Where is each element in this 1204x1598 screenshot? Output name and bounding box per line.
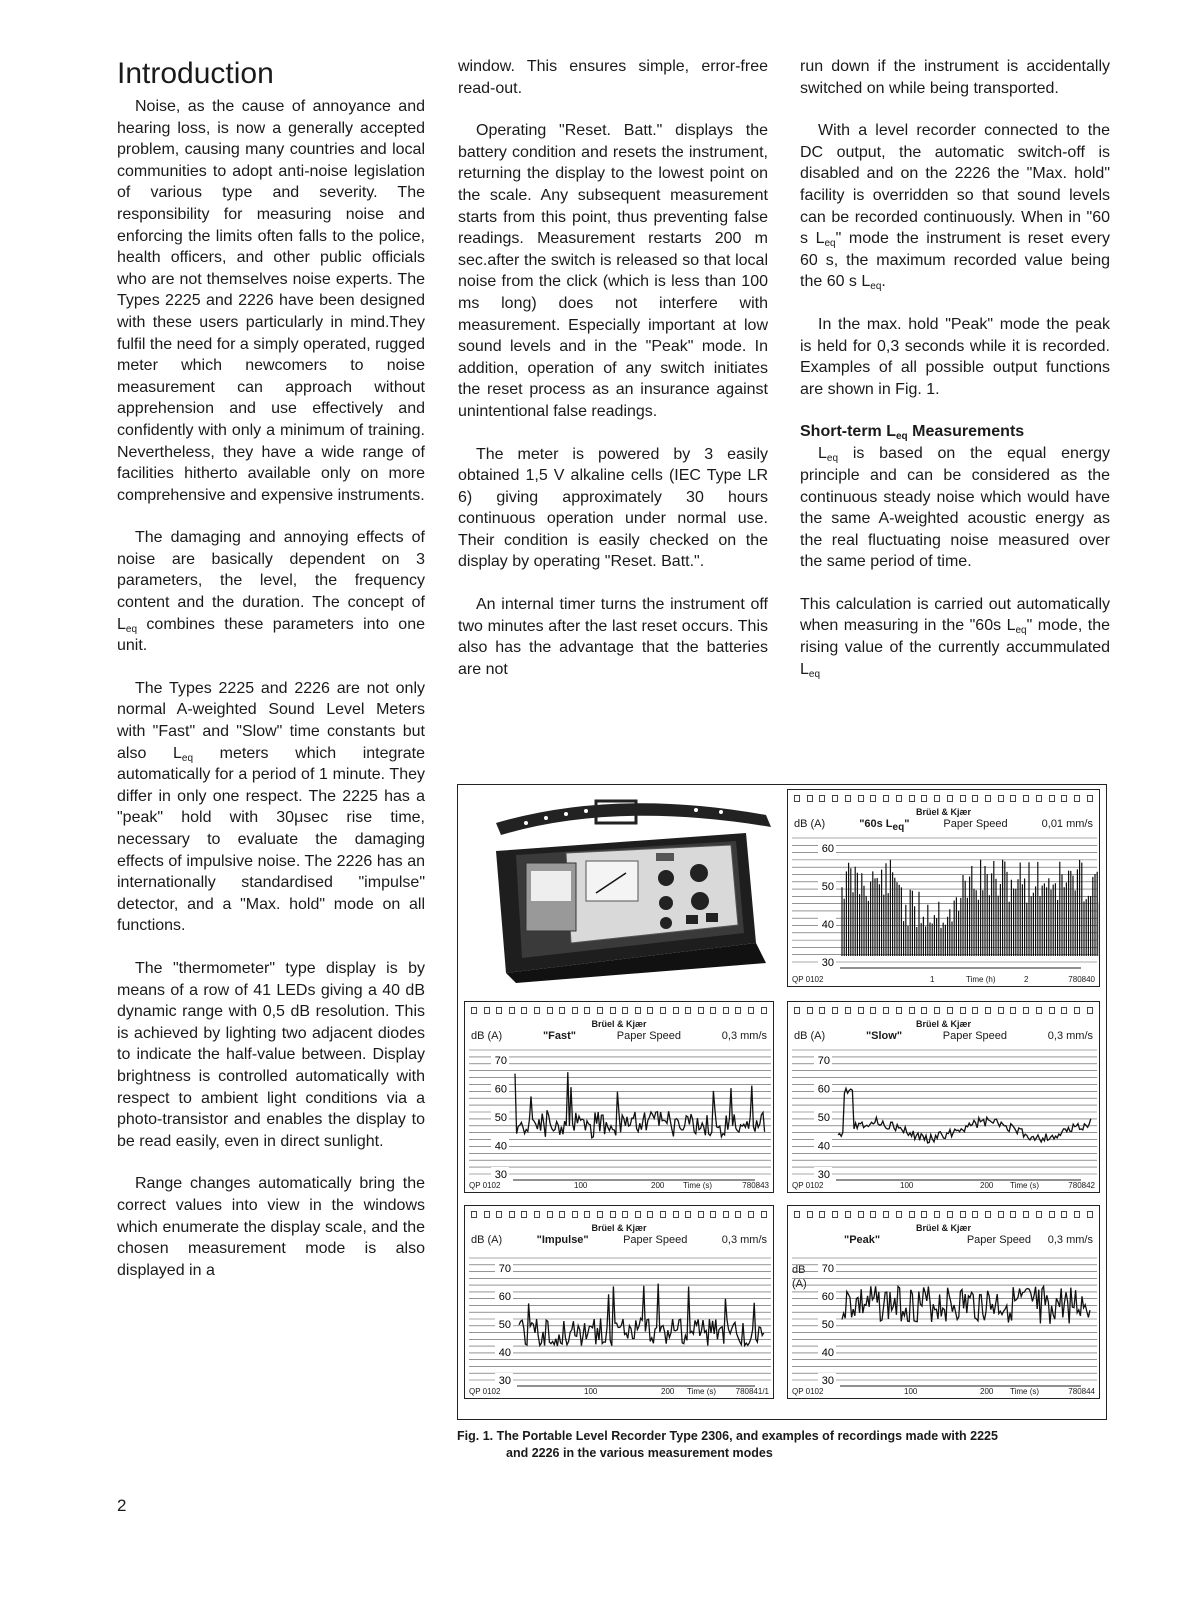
chart-code: 780842 <box>1068 1181 1095 1190</box>
level-trace <box>838 1088 1091 1143</box>
time-tick-1: 100 <box>574 1181 588 1190</box>
section-heading: Short-term $L_{eq}$ Measurements <box>800 423 1025 443</box>
mode-label: "Fast" <box>542 1030 577 1042</box>
recording-slow <box>787 1001 1100 1193</box>
paper-speed-value: 0,3 mm/s <box>1047 1030 1093 1042</box>
recording-impulse <box>464 1205 774 1399</box>
qp-label: QP 0102 <box>469 1387 501 1396</box>
brand-label: Brüel & Kjær <box>915 1223 971 1233</box>
paragraph: This calculation is carried out automatically when measuring in the "60s $L_{eq}$" mode, the rising value of the currently accummulated $L_{eq}$ <box>800 595 1111 680</box>
unit-label: dB (A) <box>794 1030 826 1042</box>
tick-label: 70 <box>498 1262 511 1275</box>
paragraph: The meter is powered by 3 easily obtained 1,5 V alkaline cells (IEC Type LR 6) giving approximately 30 hours continuous operation under normal use. Their condition is easily checked on the display by operating "Reset. Batt.". <box>458 445 768 571</box>
recording-60s-leq <box>787 789 1100 987</box>
tick-label: 40 <box>498 1346 511 1359</box>
paragraph: An internal timer turns the instrument off two minutes after the last reset occurs. This also has the advantage that the batteries are not <box>458 596 768 678</box>
column-2 <box>458 56 768 701</box>
brand-label: Brüel & Kjær <box>591 1223 647 1233</box>
recording-fast <box>464 1001 774 1193</box>
paper-speed-value: 0,3 mm/s <box>721 1030 767 1042</box>
paper-speed-value: 0,01 mm/s <box>1041 818 1093 830</box>
tick-label: 70 <box>494 1054 507 1067</box>
time-tick-2: 200 <box>980 1181 994 1190</box>
paper-speed-value: 0,3 mm/s <box>721 1234 767 1246</box>
recording-trace <box>788 1002 1100 1193</box>
paper-speed-value: 0,3 mm/s <box>1047 1234 1093 1246</box>
recording-peak <box>787 1205 1100 1399</box>
time-tick-1: 100 <box>904 1387 918 1396</box>
paper-speed-label: Paper Speed <box>943 818 1008 830</box>
tick-label: 30 <box>821 1375 834 1387</box>
tick-label: 50 <box>494 1111 507 1124</box>
page-number: 2 <box>117 1496 127 1515</box>
recording-footer <box>469 1178 769 1190</box>
tick-label: 40 <box>817 1140 830 1153</box>
time-axis-label: Time (h) <box>966 975 996 984</box>
mode-label: "Slow" <box>865 1030 903 1042</box>
tick-label: 60 <box>817 1083 830 1096</box>
level-trace <box>842 860 1099 956</box>
caption-line-2: and 2226 in the various measurement modes <box>506 1446 773 1460</box>
time-tick-2: 2 <box>1024 975 1029 984</box>
column-3 <box>800 56 1110 701</box>
recording-footer <box>792 972 1095 984</box>
tick-label: 30 <box>821 957 834 969</box>
figure-1 <box>457 784 1107 1420</box>
recording-trace <box>788 1206 1100 1399</box>
tick-label: 50 <box>821 880 834 893</box>
chart-code: 780840 <box>1068 975 1095 984</box>
unit-label: dB (A) <box>471 1234 503 1246</box>
brand-label: Brüel & Kjær <box>915 1019 971 1029</box>
unit-label: dB <box>792 1264 806 1276</box>
tick-label: 30 <box>817 1169 830 1181</box>
tick-label: 40 <box>821 918 834 931</box>
unit-label: dB (A) <box>794 818 826 830</box>
unit-label: dB (A) <box>471 1030 503 1042</box>
figure-caption <box>457 1428 1117 1462</box>
chart-code: 780844 <box>1068 1387 1095 1396</box>
recording-footer <box>469 1384 769 1396</box>
paragraph: Range changes automatically bring the correct values into view in the windows which enumerate the display scale, and the chosen measurement mode is also displayed in a <box>117 1175 425 1279</box>
mode-label: "60s $L_{eq}$" <box>859 818 910 833</box>
tick-label: 50 <box>498 1318 511 1331</box>
level-recorder-photo <box>466 793 781 983</box>
tick-label: 60 <box>821 1290 834 1303</box>
paper-speed-label: Paper Speed <box>623 1234 688 1246</box>
recording-footer <box>792 1384 1095 1396</box>
time-tick-2: 200 <box>980 1387 994 1396</box>
tick-label: 30 <box>498 1375 511 1387</box>
time-axis-label: Time (s) <box>687 1387 717 1396</box>
qp-label: QP 0102 <box>792 1387 824 1396</box>
time-axis-label: Time (s) <box>683 1181 713 1190</box>
brand-label: Brüel & Kjær <box>591 1019 647 1029</box>
brand-label: Brüel & Kjær <box>915 807 971 817</box>
paragraph: Noise, as the cause of annoyance and hearing loss, is now a generally accepted problem, causing many countries and local communities to adopt anti-noise legislation of various type and severity. The responsibility for measuring noise and enforcing the limits often falls to the police, health officers, and other public officials who are not themselves noise experts. The Types 2225 and 2226 have been designed with these users particularly in mind.They fulfil the need for a simply operated, rugged meter which newcomers to noise measurement can approach without apprehension and use effectively and confidently with only a minimum of training. Nevertheless, they have a wide range of facilities hitherto available only on more comprehensive and expensive instruments. <box>117 98 425 504</box>
paragraph: window. This ensures simple, error-free read-out. <box>458 58 768 97</box>
time-tick-1: 1 <box>930 975 935 984</box>
qp-label: QP 0102 <box>792 975 824 984</box>
time-tick-2: 200 <box>651 1181 665 1190</box>
tick-label: 70 <box>821 1262 834 1275</box>
paragraph: Operating "Reset. Batt." displays the battery condition and resets the instrument, returning the display to the lowest point on the scale. Any subsequent measurement starts from this point, thus preventing false readings. Measurement restarts 200 m sec.after the switch is released so that local noise from the click (which is less than 100 ms long) does not interfere with measurement. Especially important at low sound levels and in the "Peak" mode. In addition, operation of any switch initiates the reset process as an insurance against unintentional false readings. <box>458 122 768 420</box>
tick-label: 60 <box>494 1083 507 1096</box>
recording-trace <box>465 1206 774 1399</box>
tick-label: 70 <box>817 1054 830 1067</box>
tick-label: 50 <box>821 1318 834 1331</box>
chart-code: 780841/1 <box>735 1387 769 1396</box>
tick-label: 40 <box>494 1140 507 1153</box>
paragraph: The Types 2225 and 2226 are not only normal A-weighted Sound Level Meters with "Fast" and "Slow" time constants but also $L_{eq}$ meters which integrate automatically for a period of 1 minute. They differ in only one respect. The 2225 has a "peak" hold with 30μsec rise time, necessary to evaluate the damaging effects of impulsive noise. The 2226 has an internationally standardised "impulse" detector, and a "Max. hold" mode on all functions. <box>117 679 425 935</box>
recording-footer <box>792 1178 1095 1190</box>
tick-label: 30 <box>494 1169 507 1181</box>
paragraph: The damaging and annoying effects of noise are basically dependent on 3 parameters, the level, the frequency content and the duration. The concept of $L_{eq}$ combines these parameters into one unit. <box>117 529 425 655</box>
time-tick-1: 100 <box>900 1181 914 1190</box>
tick-label: 50 <box>817 1111 830 1124</box>
tick-label: 60 <box>821 842 834 855</box>
paper-speed-label: Paper Speed <box>966 1234 1032 1246</box>
time-tick-1: 100 <box>584 1387 598 1396</box>
paragraph: In the max. hold "Peak" mode the peak is held for 0,3 seconds while it is recorded. Examples of all possible output functions are shown in Fig. 1. <box>800 315 1110 398</box>
page-title: Introduction <box>117 57 274 90</box>
tick-label: 60 <box>498 1290 511 1303</box>
level-recorder-icon <box>466 793 781 983</box>
paragraph: The "thermometer" type display is by means of a row of 41 LEDs giving a 40 dB dynamic range with 0,5 dB resolution. This is achieved by lighting two adjacent diodes to indicate the half-value between. Display brightness is controlled automatically with respect to ambient light conditions via a photo-transistor and enables the display to be read easily, even in direct sunlight. <box>117 959 425 1150</box>
mode-label: "Impulse" <box>536 1234 589 1246</box>
recording-trace <box>788 790 1100 987</box>
time-axis-label: Time (s) <box>1010 1387 1040 1396</box>
tick-label: 40 <box>821 1346 834 1359</box>
chart-code: 780843 <box>742 1181 769 1190</box>
paragraph: With a level recorder connected to the DC output, the automatic switch-off is disabled and on the 2226 the "Max. hold" facility is overridden so that sound levels can be recorded continuously. When in "60 s $L_{eq}$" mode the instrument is reset every 60 s, the maximum recorded value being the 60 s $L_{eq}$. <box>800 122 1111 293</box>
caption-line-1: Fig. 1. The Portable Level Recorder Type 2306, and examples of recordings made with 2225 <box>457 1429 998 1443</box>
level-trace <box>519 1284 764 1346</box>
recording-trace <box>465 1002 774 1193</box>
time-axis-label: Time (s) <box>1010 1181 1040 1190</box>
qp-label: QP 0102 <box>469 1181 501 1190</box>
column-1 <box>117 56 425 1302</box>
paper-speed-label: Paper Speed <box>942 1030 1008 1042</box>
time-tick-2: 200 <box>661 1387 675 1396</box>
paragraph: $L_{eq}$ is based on the equal energy principle and can be considered as the continuous steady noise which would have the same A-weighted acoustic energy as the real fluctuating noise measured over the same period of time. <box>800 445 1110 571</box>
unit-label-2: (A) <box>792 1278 807 1290</box>
qp-label: QP 0102 <box>792 1181 824 1190</box>
paper-speed-label: Paper Speed <box>616 1030 681 1042</box>
mode-label: "Peak" <box>844 1234 881 1246</box>
paragraph: run down if the instrument is accidentally switched on while being transported. <box>800 58 1110 97</box>
